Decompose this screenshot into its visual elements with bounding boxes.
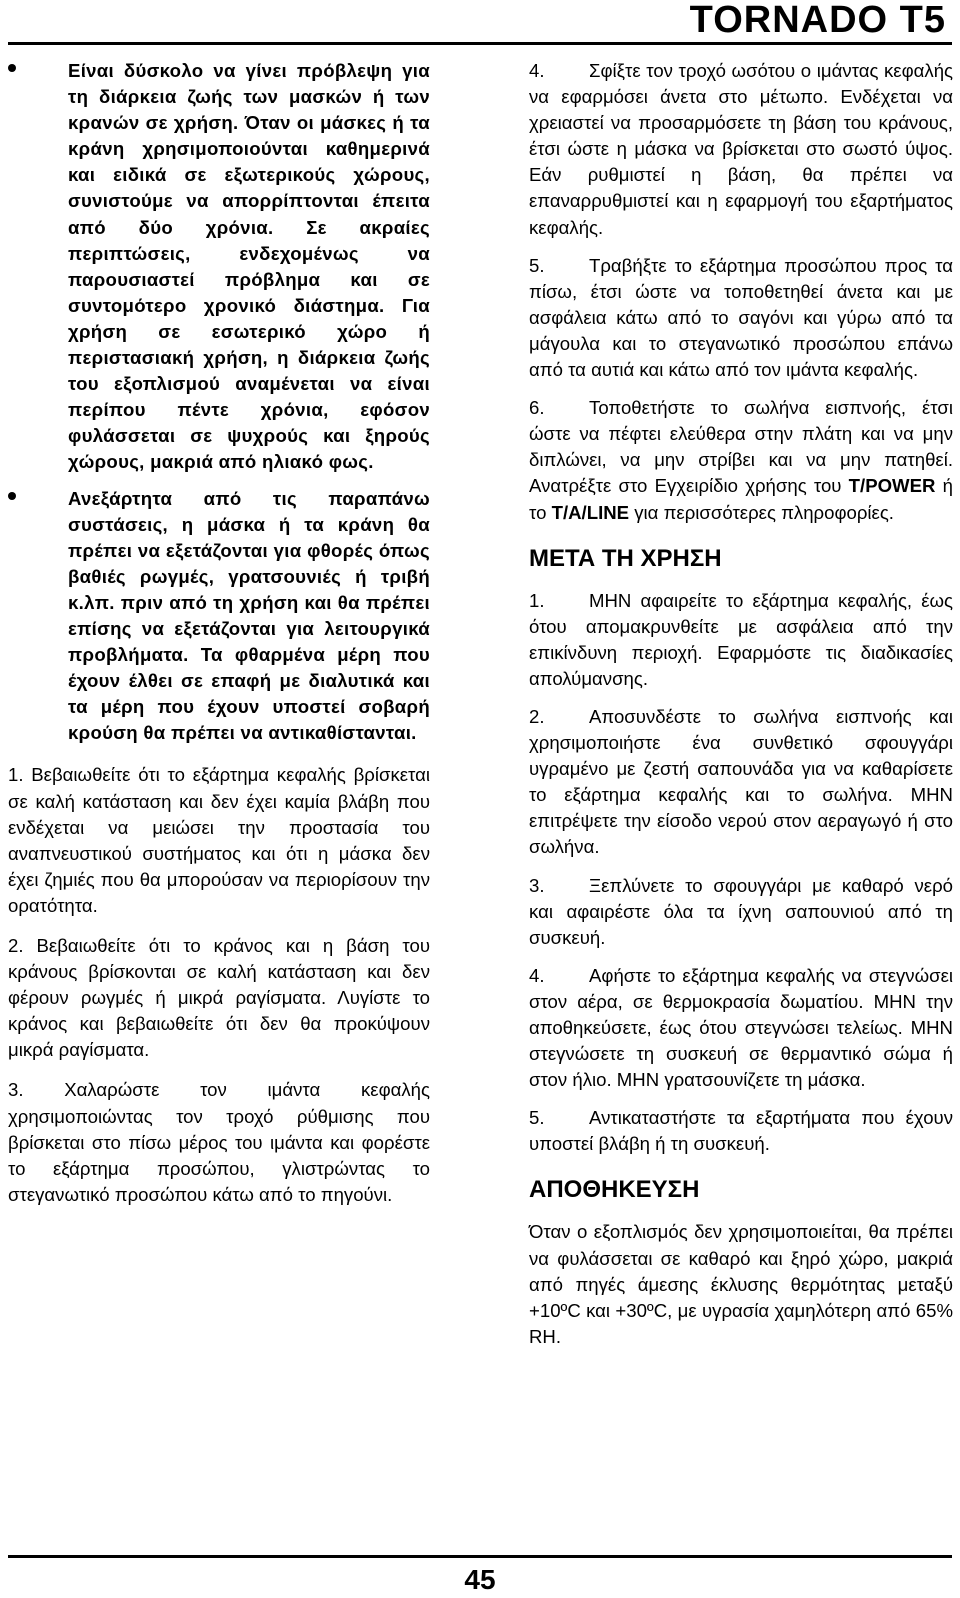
step-number: 3. xyxy=(8,1079,24,1101)
step-1 xyxy=(8,762,430,919)
step-number: 5. xyxy=(529,254,545,276)
step-3 xyxy=(8,1077,430,1207)
footer-rule xyxy=(8,1555,952,1558)
step-text-end: για περισσότερες πληροφορίες. xyxy=(629,501,894,523)
step-number: 3. xyxy=(529,874,545,896)
step-5 xyxy=(529,253,953,383)
after-use-step-2 xyxy=(529,704,953,861)
step-number: 6. xyxy=(529,397,545,419)
step-text: Βεβαιωθείτε ότι το εξάρτημα κεφαλής βρίσκεται σε καλή κατάσταση και δεν έχει καμία βλάβη που ενδέχεται να μειώσει την προστασία του αναπνευστικού συστήματος και ότι η μάσκα δεν έχει ζημιές που θα μπορούσαν να περιορίσουν την ορατότητα. xyxy=(8,764,430,916)
after-use-step-3 xyxy=(529,873,953,951)
document-title: TORNADO T5 xyxy=(689,0,946,41)
step-number: 2. xyxy=(8,935,24,956)
after-use-heading: ΜΕΤΑ ΤΗ ΧΡΗΣΗ xyxy=(529,544,722,572)
storage-text: Όταν ο εξοπλισμός δεν χρησιμοποιείται, θα πρέπει να φυλάσσεται σε καθαρό και ξηρό χώρο, μακριά από πηγές άμεσης έκλυσης θερμότητας μεταξύ +10ºC και +30ºC, με υγρασία χαμηλότερη από 65% RH. xyxy=(529,1221,953,1347)
after-use-step-4 xyxy=(529,963,953,1093)
right-column xyxy=(529,58,953,1350)
step-2 xyxy=(8,933,430,1063)
step-text: Τραβήξτε το εξάρτημα προσώπου προς τα πίσω, έτσι ώστε να τοποθετηθεί άνετα και με ασφάλεια κάτω από το σαγόνι και γύρω από τα μάγουλα και το στεγανωτικό προσώπου επάνω από τα αυτιά και κάτω από τον ιμάντα κεφαλής. xyxy=(529,254,953,381)
step-number: 4. xyxy=(529,60,545,81)
after-use-step-5 xyxy=(529,1105,953,1157)
bullet-text: Είναι δύσκολο να γίνει πρόβλεψη για τη διάρκεια ζωής των μασκών ή των κρανών σε χρήση. Όταν οι μάσκες ή τα κράνη χρησιμοποιούνται καθημερινά και ειδικά σε εξωτερικούς χώρους, συνιστούμε να απορρίπτονται έπειτα από δύο χρόνια. Σε ακραίες περιπτώσεις, ενδεχομένως να παρουσιαστεί πρόβλημα και σε συντομότερο χρονικό διάστημα. Για χρήση σε εσωτερικό χώρο ή περιστασιακή χρήση, η διάρκεια ζωής του εξοπλισμού αναμένεται να είναι περίπου πέντε χρόνια, εφόσον φυλάσσεται σε ψυχρούς και ξηρούς χώρους, μακριά από ηλιακό φως. xyxy=(68,60,430,473)
step-number: 4. xyxy=(529,964,545,986)
step-text: Βεβαιωθείτε ότι το κράνος και η βάση του κράνους βρίσκονται σε καλή κατάσταση και δεν φέρουν ρωγμές ή μικρά ραγίσματα. Λυγίστε το κράνος και βεβαιωθείτε ότι δεν θα προκύψουν μικρά ραγίσματα. xyxy=(8,935,430,1061)
page-number: 45 xyxy=(464,1564,496,1595)
step-text: Σφίξτε τον τροχό ωσότου ο ιμάντας κεφαλής να εφαρμόσει άνετα στο μέτωπο. Ενδέχεται να χρειαστεί να προσαρμόσετε τη βάση του κράνους, έτσι ώστε η μάσκα να βρίσκεται στο σωστό ύψος. Εάν ρυθμιστεί η βάση, θα πρέπει να επαναρρυθμιστεί και η εφαρμογή του εξαρτήματος κεφαλής. xyxy=(529,60,953,238)
step-text: Ξεπλύνετε το σφουγγάρι με καθαρό νερό και αφαιρέστε όλα τα ίχνη σαπουνιού από τη συσκευή. xyxy=(529,874,953,948)
step-text: Αποσυνδέστε το σωλήνα εισπνοής και χρησιμοποιήστε ένα συνθετικό σφουγγάρι υγραμένο με ζεστή σαπουνάδα για να καθαρίσετε το εξάρτημα κεφαλής και το σωλήνα. ΜΗΝ επιτρέψετε την είσοδο νερού στον αεραγωγό ή στο σωλήνα. xyxy=(529,705,953,858)
step-text: Χαλαρώστε τον ιμάντα κεφαλής χρησιμοποιώντας τον τροχό ρύθμισης που βρίσκεται στο πίσω μέρος του ιμάντα και φορέστε το εξάρτημα προσώπου, γλιστρώντας το στεγανωτικό προσώπου κάτω από το πηγούνι. xyxy=(8,1079,430,1205)
header-rule xyxy=(8,42,952,45)
step-text: ΜΗΝ αφαιρείτε το εξάρτημα κεφαλής, έως ότου απομακρυνθείτε με ασφάλεια από την επικίνδυνη περιοχή. Εφαρμόστε τις διαδικασίες απολύμανσης. xyxy=(529,589,953,689)
warning-bullet-lifetime xyxy=(8,58,430,476)
left-column xyxy=(8,58,430,1208)
step-text: Αντικαταστήστε τα εξαρτήματα που έχουν υποστεί βλάβη ή τη συσκευή. xyxy=(529,1107,953,1155)
step-number: 2. xyxy=(529,705,545,727)
step-text: Αφήστε το εξάρτημα κεφαλής να στεγνώσει στον αέρα, σε θερμοκρασία δωματίου. ΜΗΝ την αποθηκεύσετε, έως ότου στεγνώσει τελείως. ΜΗΝ στεγνώσετε τη συσκευή σε θερμαντικό σώμα ή στον ήλιο. ΜΗΝ γρατσουνίζετε τη μάσκα. xyxy=(529,964,953,1091)
step-number: 5. xyxy=(529,1107,545,1129)
step-4 xyxy=(529,58,953,241)
step-number: 1. xyxy=(8,764,24,786)
step-text-middle: ή το xyxy=(529,475,953,523)
step-number: 1. xyxy=(529,589,545,611)
step-text: Τοποθετήστε το σωλήνα εισπνοής, έτσι ώστε να πέφτει ελεύθερα στην πλάτη και να μην διπλώνει, να μην στρίβει και να μην πατηθεί. Ανατρέξτε στο Εγχειρίδιο χρήσης του xyxy=(529,397,953,497)
after-use-step-1 xyxy=(529,588,953,692)
product-name-tpower: T/POWER xyxy=(848,475,936,497)
storage-heading: ΑΠΟΘΗΚΕΥΣΗ xyxy=(529,1176,700,1204)
bullet-icon xyxy=(8,492,16,500)
bullet-text: Ανεξάρτητα από τις παραπάνω συστάσεις, η μάσκα ή τα κράνη θα πρέπει να εξετάζονται για φθορές όπως βαθιές ρωγμές, γρατσουνιές ή τριβή κ.λπ. πριν από τη χρήση και θα πρέπει επίσης να εξετάζονται για λειτουργικά προβλήματα. Τα φθαρμένα μέρη που έχουν έλθει σε επαφή με διαλυτικά και τα μέρη που έχουν υποστεί σοβαρή κρούση θα πρέπει να αντικαθίστανται. xyxy=(68,487,430,744)
product-name-taline: T/A/LINE xyxy=(551,501,630,523)
bullet-icon xyxy=(8,64,16,72)
warning-bullet-inspection xyxy=(8,486,430,747)
step-6 xyxy=(529,395,953,525)
